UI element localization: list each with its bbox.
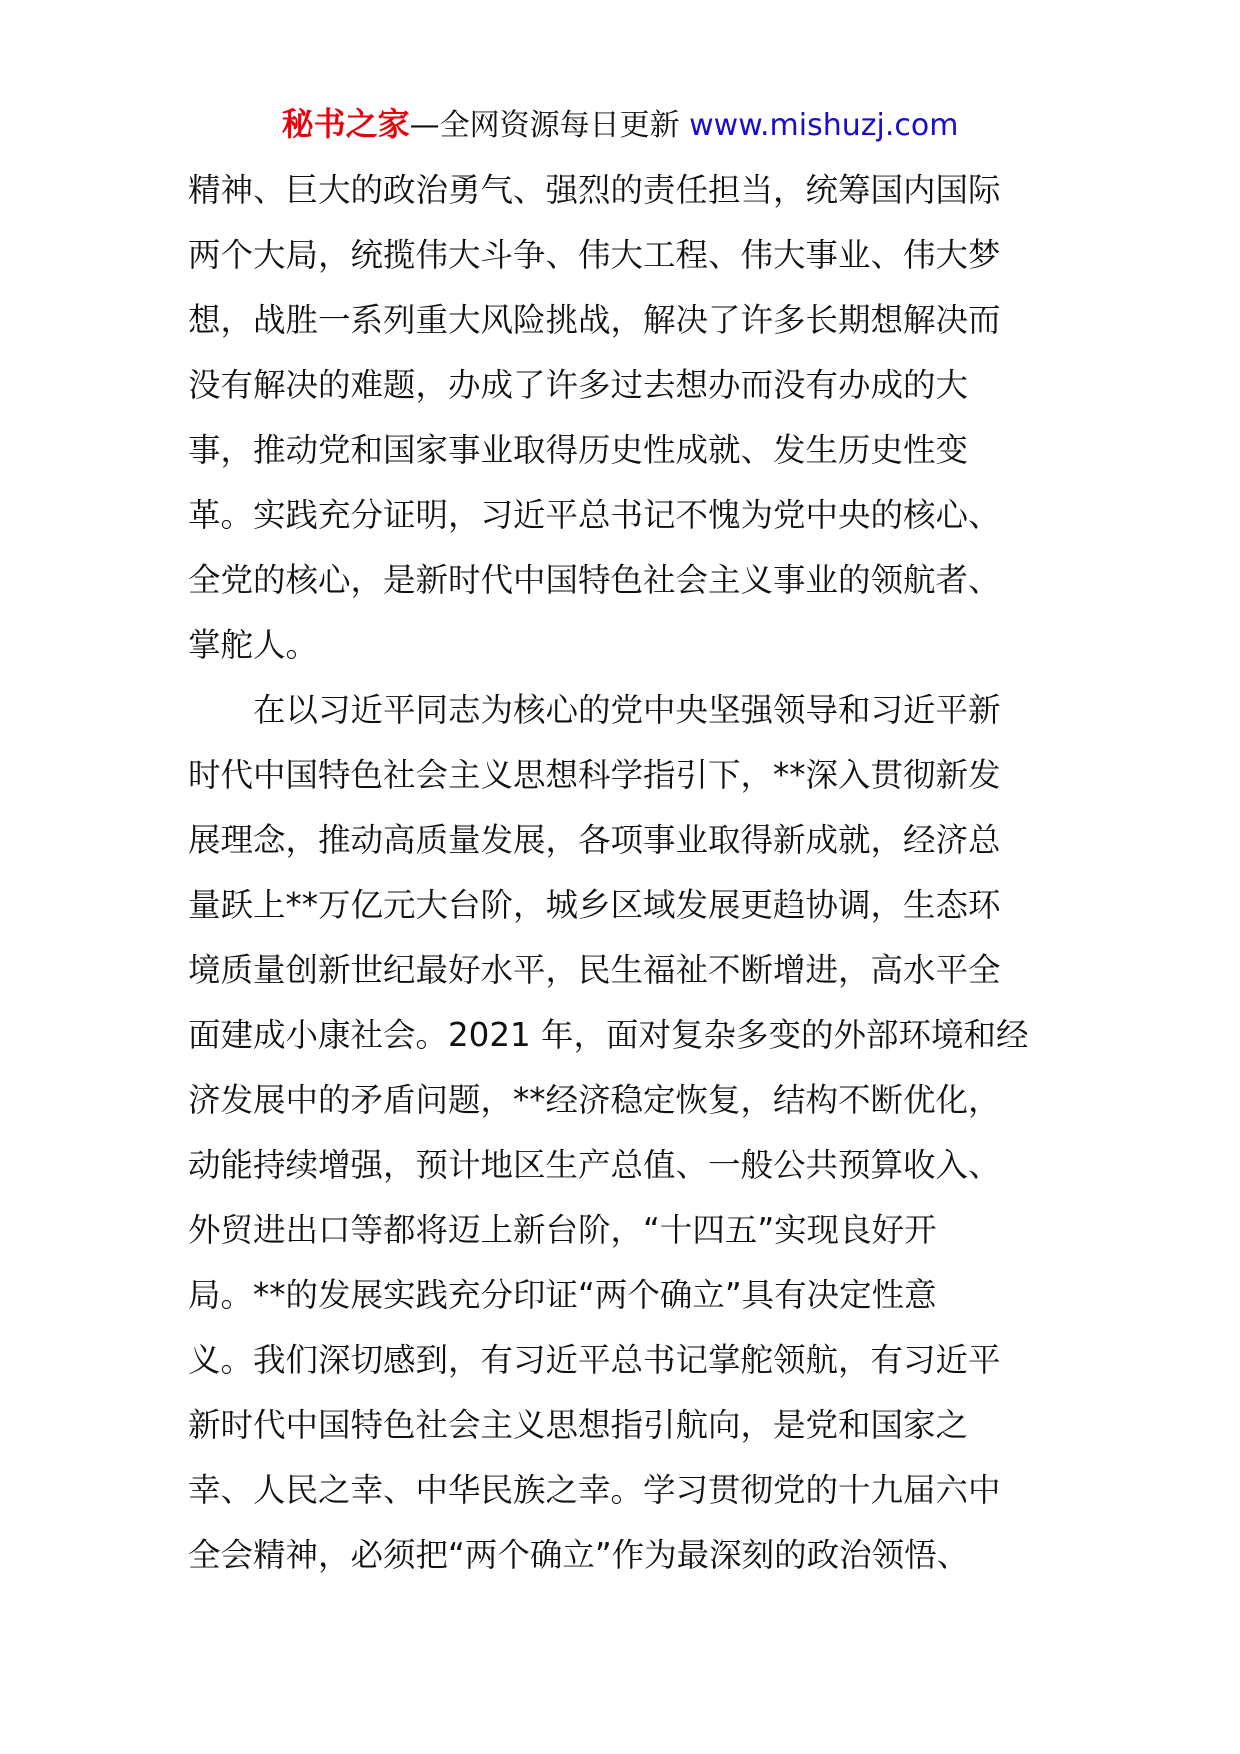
paragraph-first-line: 在以习近平同志为核心的党中央坚强领导和习近平新: [253, 691, 1001, 729]
page-header: [0, 102, 1240, 148]
text-line: 境质量创新世纪最好水平，民生福祉不断增进，高水平全: [188, 951, 1001, 989]
text-line: 精神、巨大的政治勇气、强烈的责任担当，统筹国内国际: [188, 171, 1001, 209]
text-line: 展理念，推动高质量发展，各项事业取得新成就，经济总: [188, 821, 1001, 859]
header-url-link[interactable]: www.mishuzj.com: [689, 108, 959, 143]
text-line: 没有解决的难题，办成了许多过去想办而没有办成的大: [188, 366, 969, 404]
text-line: 外贸进出口等都将迈上新台阶，“十四五”实现良好开: [188, 1211, 937, 1249]
header-slogan: —全网资源每日更新: [409, 108, 690, 143]
text-line: 新时代中国特色社会主义思想指引航向，是党和国家之: [188, 1406, 969, 1444]
text-line: 局。**的发展实践充分印证“两个确立”具有决定性意: [188, 1276, 937, 1314]
text-line: 济发展中的矛盾问题，**经济稳定恢复，结构不断优化，: [188, 1081, 1001, 1119]
text-line: 量跃上**万亿元大台阶，城乡区域发展更趋协调，生态环: [188, 886, 1001, 924]
text-line: 面建成小康社会。2021 年，面对复杂多变的外部环境和经: [188, 1016, 1029, 1054]
text-line: 掌舵人。: [188, 626, 319, 664]
header-brand: 秘书之家: [281, 105, 410, 143]
text-line: 想，战胜一系列重大风险挑战，解决了许多长期想解决而: [188, 301, 1001, 339]
text-line: 时代中国特色社会主义思想科学指引下，**深入贯彻新发: [188, 756, 1001, 794]
document-body: [188, 158, 1056, 1588]
text-line: 全会精神，必须把“两个确立”作为最深刻的政治领悟、: [188, 1536, 970, 1574]
text-line: 事，推动党和国家事业取得历史性成就、发生历史性变: [188, 431, 969, 469]
text-line: 革。实践充分证明，习近平总书记不愧为党中央的核心、: [188, 496, 1001, 534]
text-line: 动能持续增强，预计地区生产总值、一般公共预算收入、: [188, 1146, 1001, 1184]
text-line: 两个大局，统揽伟大斗争、伟大工程、伟大事业、伟大梦: [188, 236, 1001, 274]
text-line: 义。我们深切感到，有习近平总书记掌舵领航，有习近平: [188, 1341, 1001, 1379]
text-line: 幸、人民之幸、中华民族之幸。学习贯彻党的十九届六中: [188, 1471, 1001, 1509]
text-line: 全党的核心，是新时代中国特色社会主义事业的领航者、: [188, 561, 1001, 599]
